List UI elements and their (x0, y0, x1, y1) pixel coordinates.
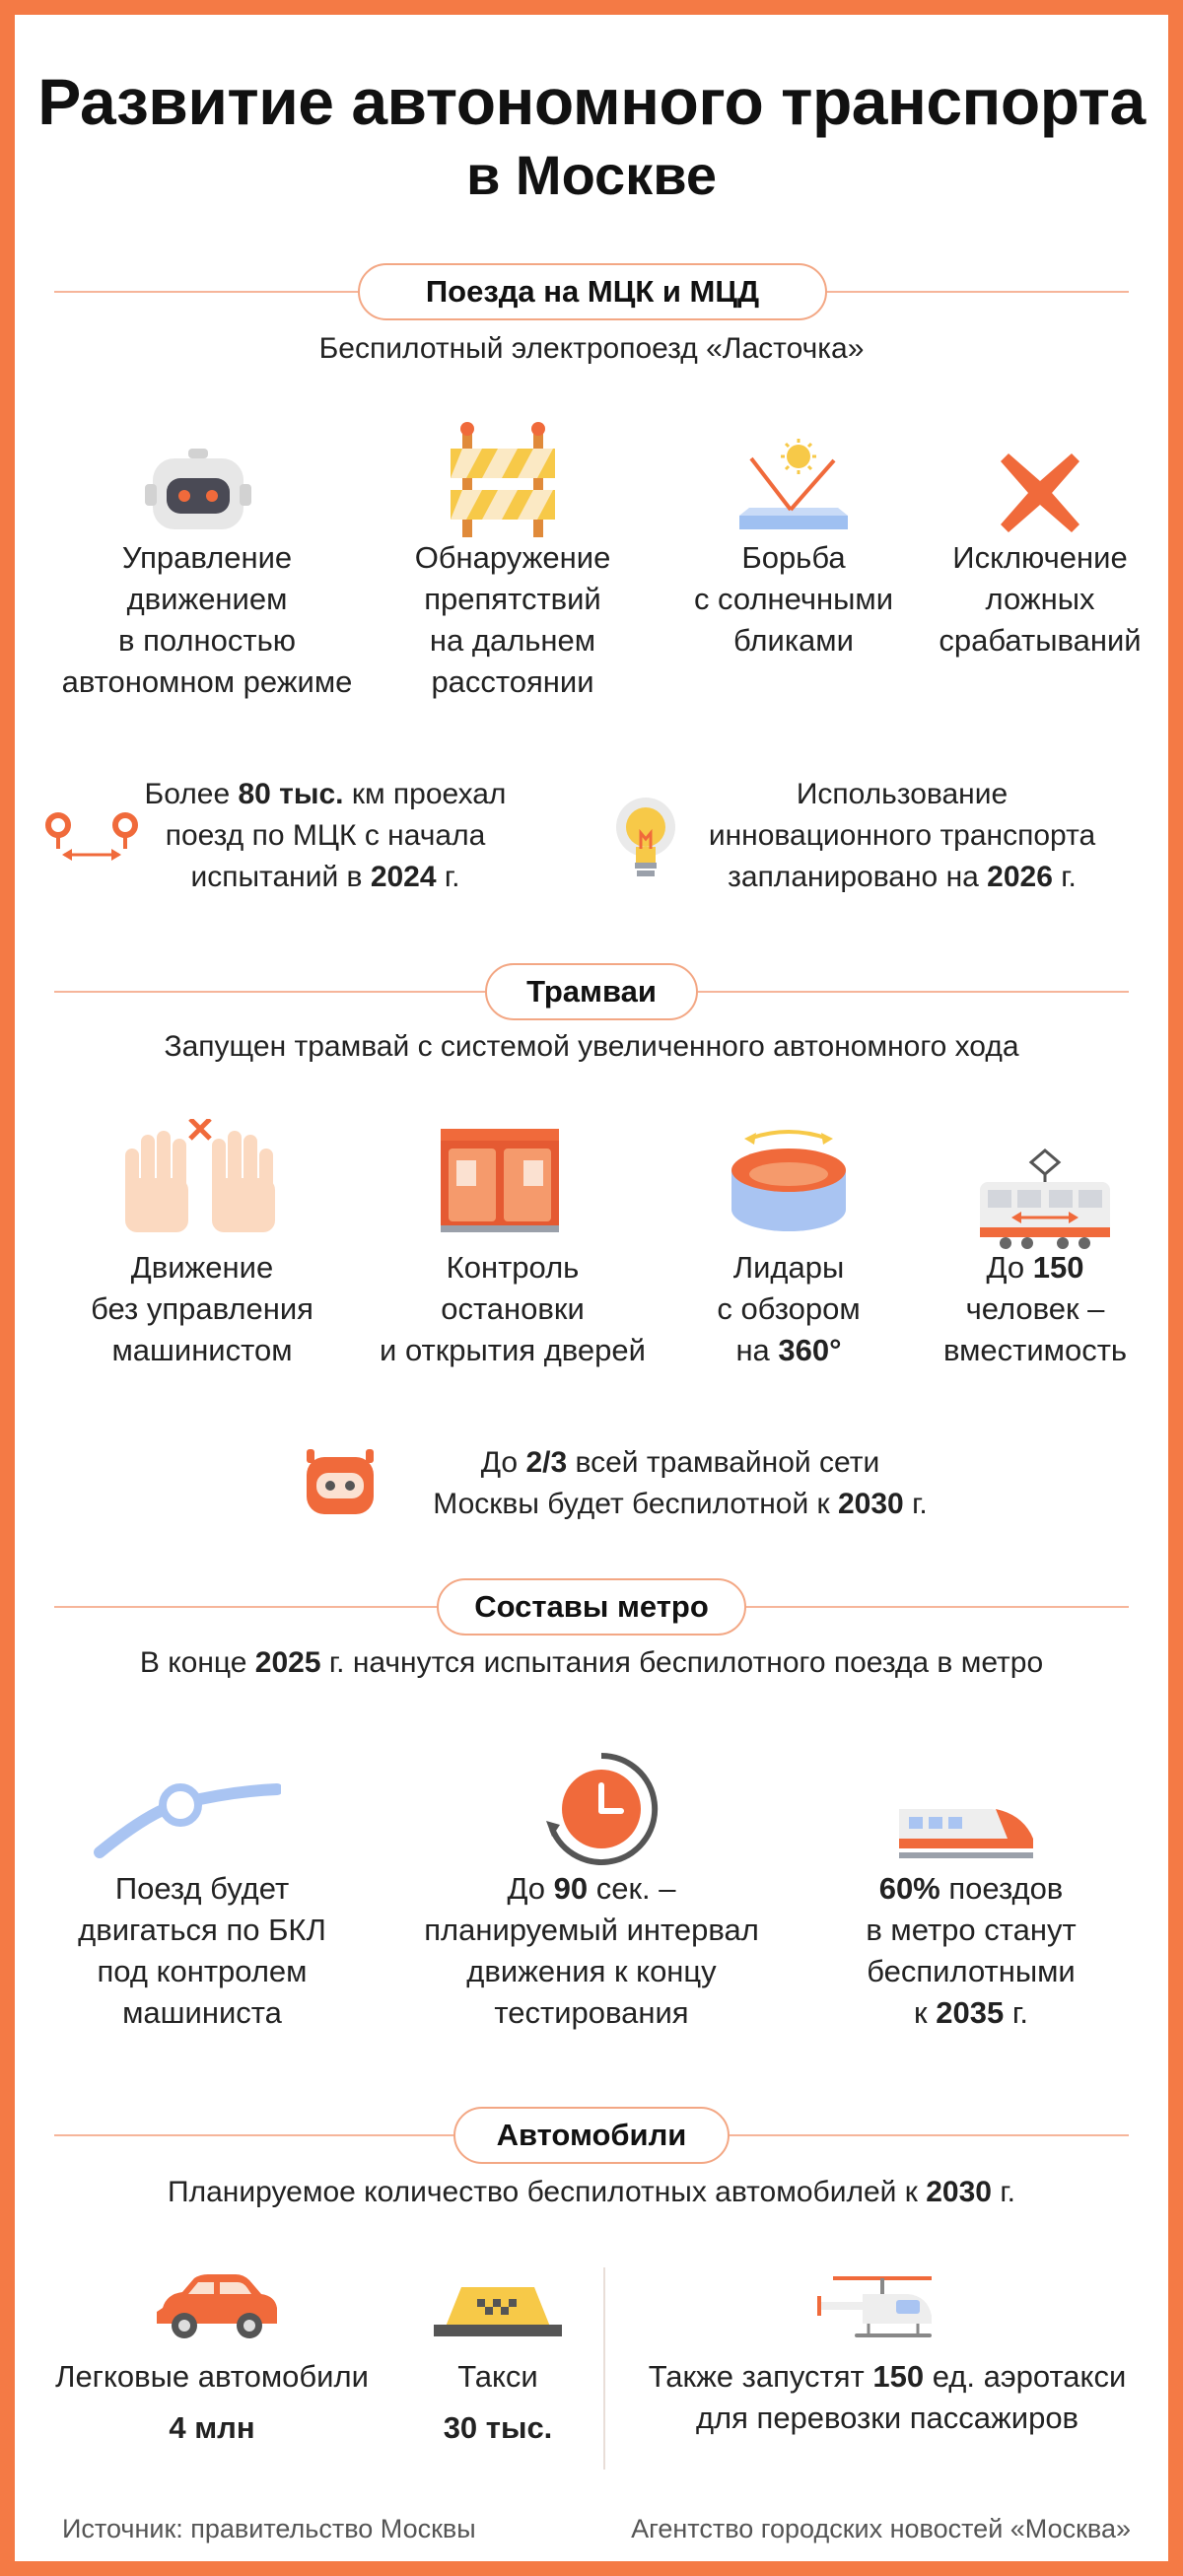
page-subtitle: в Москве (465, 144, 718, 206)
helicopter-icon (813, 2272, 951, 2351)
tram-icon (976, 1149, 1114, 1252)
cars-private-value: 4 млн (169, 2410, 255, 2445)
feature-label-doors: Контроль остановки и открытия дверей (380, 1250, 646, 1367)
section-subtitle: Планируемое количество беспилотных автомобилей к 2030 г. (168, 2176, 1015, 2208)
cars-private-label: Легковые автомобили (55, 2359, 369, 2394)
section-subtitle: В конце 2025 г. начнутся испытания беспилотного поезда в метро (139, 1646, 1044, 1679)
route-distance-icon (44, 811, 143, 863)
section-subtitle: Запущен трамвай с системой увеличенного автономного хода (164, 1030, 1019, 1063)
route-icon (94, 1779, 281, 1858)
taxi-icon (434, 2287, 562, 2338)
feature-label-obstacles: Обнаружение препятствий на дальнем расстоянии (414, 540, 611, 699)
section-pill-mcc: Поезда на МЦК и МЦД (358, 263, 827, 320)
lidar-icon (725, 1129, 853, 1237)
footer-source: Источник: правительство Москвы (62, 2514, 476, 2543)
feature-label-no-driver: Движение без управления машинистом (91, 1250, 313, 1367)
infographic-sheet (15, 15, 1168, 2561)
lightbulb-icon (611, 794, 680, 882)
feature-label-trains-share: 60% поездов в метро станут беспилотными к 2035 г. (866, 1871, 1077, 2030)
aero-taxi-label: Также запустят 150 ед. аэротакси для перевозки пассажиров (648, 2359, 1127, 2435)
section-pill-cars: Автомобили (453, 2107, 730, 2164)
sun-reflection-icon (739, 439, 848, 537)
section-pill-tram: Трамваи (485, 963, 698, 1020)
column-divider (603, 2267, 605, 2470)
feature-label-autonomous: Управление движением в полностью автономном режиме (61, 540, 353, 699)
footer-agency: Агентство городских новостей «Москва» (631, 2514, 1131, 2543)
taxi-label: Такси (457, 2359, 538, 2394)
feature-label-capacity: До 150 человек – вместимость (942, 1250, 1128, 1367)
stat-mcc-launch: Использование инновационного транспорта запланировано на 2026 г. (708, 778, 1096, 893)
stat-tram-network: До 2/3 всей трамвайной сети Москвы будет беспилотной к 2030 г. (433, 1446, 928, 1520)
car-icon (153, 2272, 281, 2341)
cross-icon (1001, 453, 1079, 532)
taxi-value: 30 тыс. (443, 2410, 553, 2445)
feature-label-interval: До 90 сек. – планируемый интервал движения к концу тестирования (424, 1871, 759, 2030)
page-title: Развитие автономного транспорта (37, 65, 1146, 138)
hands-icon (121, 1119, 279, 1232)
feature-label-glare: Борьба с солнечными бликами (693, 540, 894, 658)
feature-label-false-triggers: Исключение ложных срабатываний (939, 540, 1142, 658)
barrier-icon (449, 421, 557, 539)
section-pill-metro: Составы метро (437, 1578, 746, 1636)
robot-icon (301, 1449, 380, 1518)
tram-doors-icon (441, 1129, 559, 1232)
feature-label-bkl: Поезд будет двигаться по БКЛ под контролем машиниста (78, 1871, 326, 2030)
train-icon (897, 1789, 1035, 1868)
robot-head-icon (145, 449, 251, 537)
stat-mcc-distance: Более 80 тыс. км проехал поезд по МЦК с начала испытаний в 2024 г. (144, 778, 507, 893)
feature-label-lidar: Лидары с обзором на 360° (717, 1250, 861, 1367)
section-subtitle: Беспилотный электропоезд «Ласточка» (318, 332, 865, 365)
clock-icon (542, 1750, 661, 1868)
